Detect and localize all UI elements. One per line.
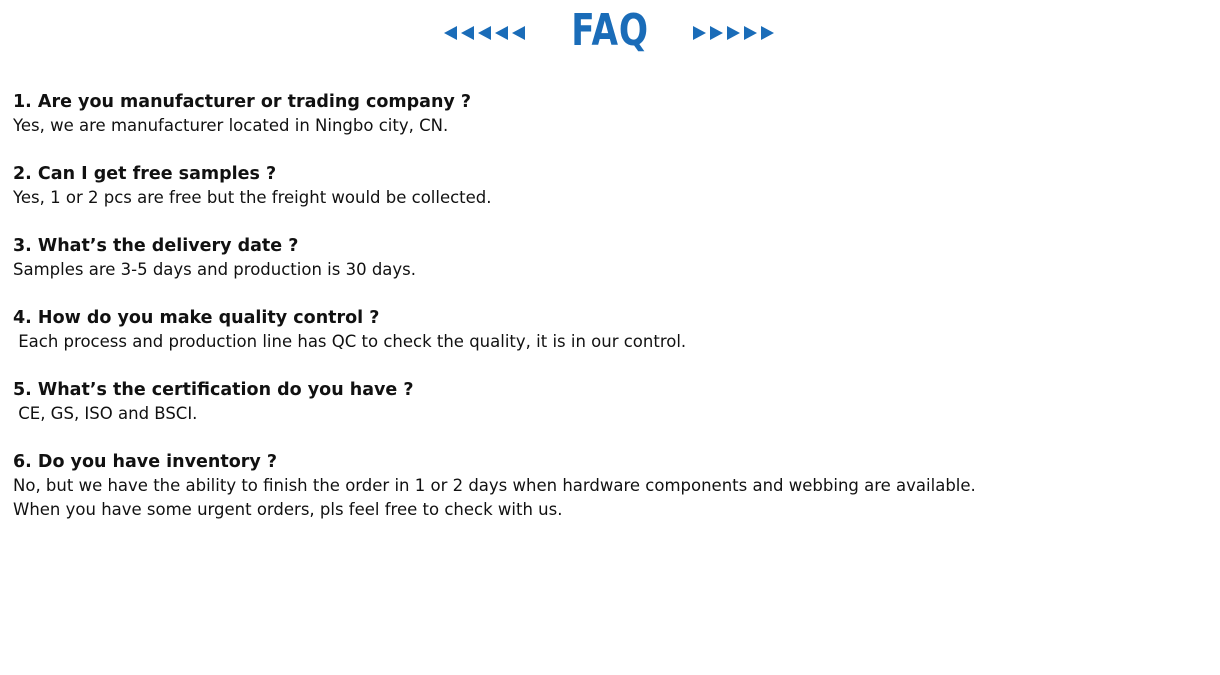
faq-answer: Samples are 3-5 days and production is 30 days. [13,260,417,279]
faq-item [13,451,1203,523]
faq-answer: No, but we have the ability to finish the order in 1 or 2 days when hardware components and webbing are available. [13,476,976,495]
faq-question: 6. Do you have inventory ? [13,452,278,472]
faq-question: 4. How do you make quality control ? [13,308,380,328]
faq-item [13,379,1203,451]
faq-answer: Yes, we are manufacturer located in Ningbo city, CN. [13,116,449,135]
faq-item [13,235,1203,307]
faq-question: 1. Are you manufacturer or trading company ? [13,92,472,112]
page-title: FAQ [571,5,649,56]
faq-header [0,6,1220,62]
faq-item [13,91,1203,163]
faq-question: 5. What’s the certification do you have ? [13,380,414,400]
faq-item [13,163,1203,235]
faq-answer: When you have some urgent orders, pls feel free to check with us. [13,500,563,519]
right-arrows-icon [693,26,777,40]
faq-answer: Yes, 1 or 2 pcs are free but the freight would be collected. [13,188,492,207]
faq-answer: Each process and production line has QC to check the quality, it is in our control. [13,332,687,351]
left-arrows-icon [444,26,528,40]
faq-list [13,91,1203,523]
faq-question: 3. What’s the delivery date ? [13,236,299,256]
faq-question: 2. Can I get free samples ? [13,164,277,184]
faq-item [13,307,1203,379]
faq-answer: CE, GS, ISO and BSCI. [13,404,198,423]
